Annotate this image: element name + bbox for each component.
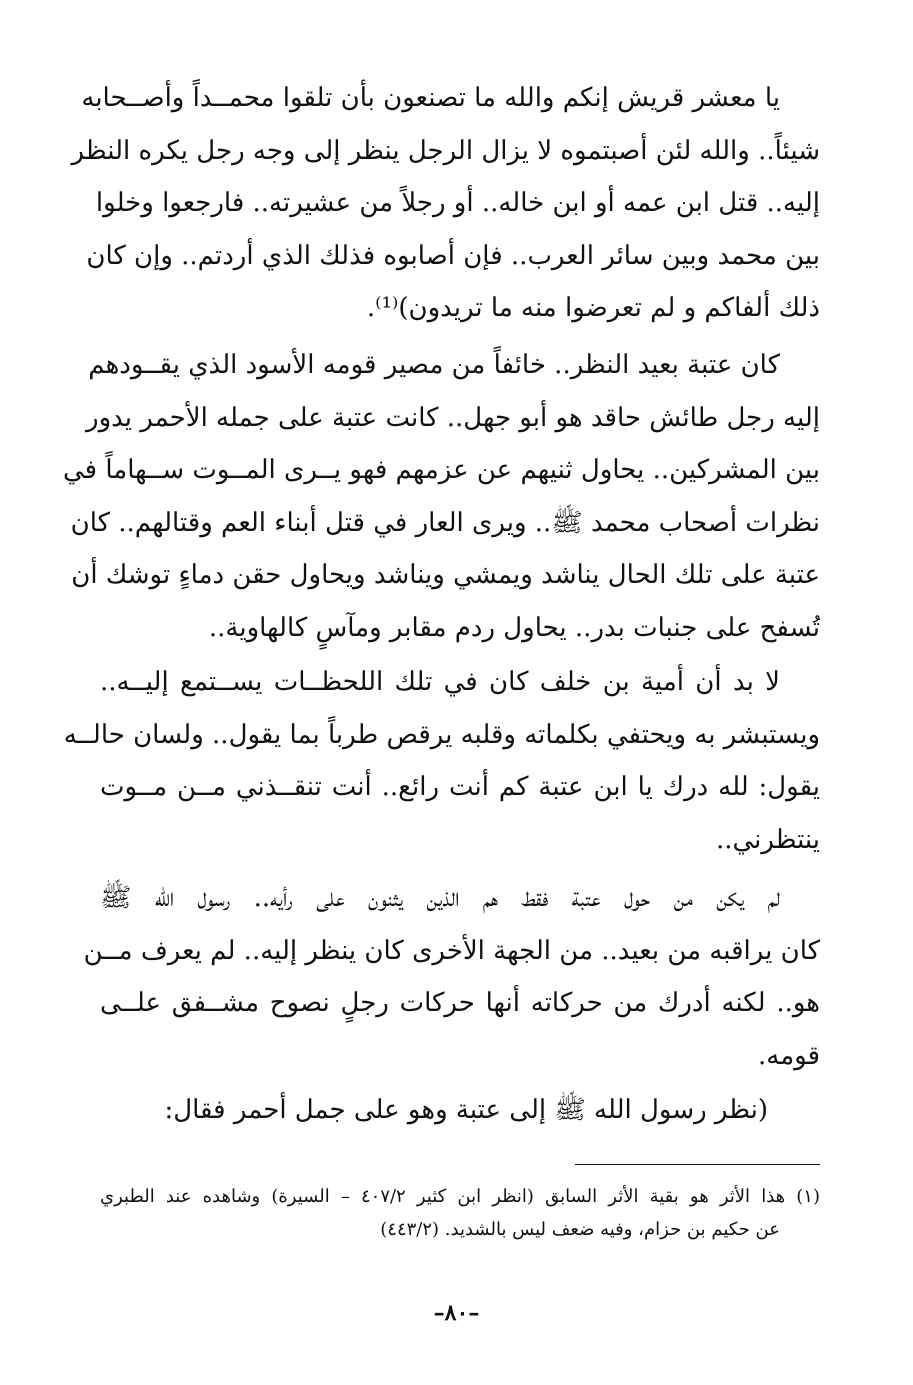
paragraph-line: بين محمد وبين سائر العرب.. فإن أصابوه فذلك الذي أردتم.. وإن كان	[86, 240, 820, 271]
paragraph-line: نظرات أصحاب محمد ﷺ.. ويرى العار في قتل أبناء العم وقتالهم.. كان	[70, 507, 820, 538]
paragraph-line: ينتظرني..	[715, 824, 820, 855]
paragraph-line: شيئاً.. والله لئن أصبتموه لا يزال الرجل ينظر إلى وجه رجل يكره النظر	[71, 135, 820, 166]
footnote-line: (١) هذا الأثر هو بقية الأثر السابق (انظر ابن كثير ٤٠٧/٢ – السيرة) وشاهده عند الطبري	[100, 1186, 820, 1207]
paragraph-line: يا معشر قريش إنكم والله ما تصنعون بأن تلقوا محمــداً وأصــحابه	[81, 83, 780, 113]
paragraph-line: (نظر رسول الله ﷺ إلى عتبة وهو على جمل أحمر فقال:	[164, 1095, 768, 1125]
paragraph-line: عتبة على تلك الحال يناشد ويمشي ويناشد ويحاول حقن دماءٍ توشك أن	[71, 560, 820, 590]
paragraph-2	[63, 339, 820, 654]
paragraph-line: تُسفح على جنبات بدر.. يحاول ردم مقابر ومآسٍ كالهاوية..	[208, 612, 820, 643]
paragraph-line: ويستبشر به ويحتفي بكلماته وقلبه يرقص طرباً بما يقول.. ولسان حالــه	[63, 719, 820, 750]
paragraph-line: بين المشركين.. يحاول ثنيهم عن عزمهم فهو يــرى المــوت ســهاماً في	[63, 455, 820, 485]
paragraph-line: ذلك ألفاكم و لم تعرضوا منه ما تريدون)⁽¹⁾.	[366, 293, 820, 323]
paragraph-3	[63, 656, 820, 866]
paragraph-line: هو.. لكنه أدرك من حركاته أنها حركات رجلٍ نصوح مشــفق علــى	[100, 988, 820, 1018]
footnote	[100, 1180, 820, 1246]
footnote-line: عن حكيم بن حزام، وفيه ضعف ليس بالشديد. (٤٤٣/٢)	[380, 1219, 780, 1240]
paragraph-line: لا بد أن أمية بن خلف كان في تلك اللحظــات يســتمع إليــه..	[100, 667, 780, 697]
paragraph-1	[71, 72, 820, 335]
page-number: –٨٠–	[433, 1300, 480, 1326]
paragraph-line: لم يكن من حول عتبة فقط هم الذين يثنون على رأيه.. رسول الله ﷺ	[100, 883, 780, 913]
paragraph-line: قومه.	[758, 1040, 820, 1071]
paragraph-5	[100, 1084, 820, 1137]
paragraph-line: إليه.. قتل ابن عمه أو ابن خاله.. أو رجلاً من عشيرته.. فارجعوا وخلوا	[95, 188, 820, 218]
paragraph-line: يقول: لله درك يا ابن عتبة كم أنت رائع.. أنت تنقــذني مــن مــوت	[100, 772, 820, 802]
paragraph-4	[83, 872, 820, 1082]
paragraph-line: كان يراقبه من بعيد.. من الجهة الأخرى كان ينظر إليه.. لم يعرف مــن	[83, 935, 820, 966]
paragraph-line: إليه رجل طائش حاقد هو أبو جهل.. كانت عتبة على جمله الأحمر يدور	[86, 402, 820, 433]
paragraph-line: كان عتبة بعيد النظر.. خائفاً من مصير قومه الأسود الذي يقــودهم	[88, 350, 780, 380]
footnote-separator	[575, 1164, 820, 1165]
